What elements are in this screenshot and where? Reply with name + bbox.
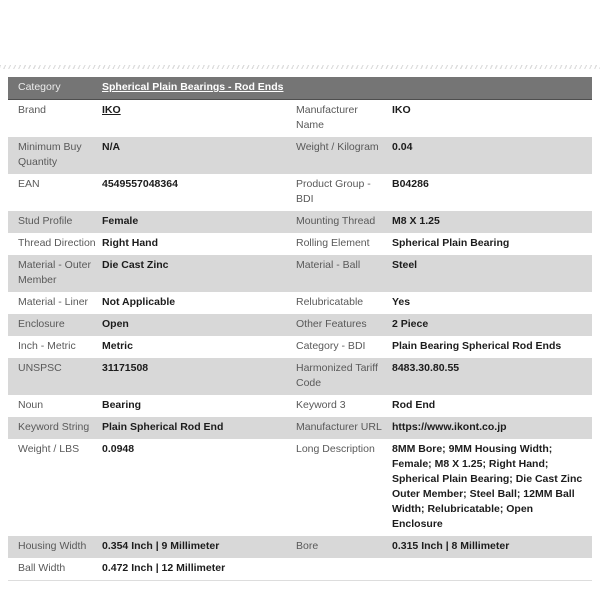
field-label: Relubricatable <box>296 296 364 308</box>
header-value <box>102 77 592 99</box>
field-label: Inch - Metric <box>18 340 76 352</box>
table-row <box>8 558 592 580</box>
field-value: 8MM Bore; 9MM Housing Width; Female; M8 X 1.25; Right Hand; Spherical Plain Bearing; Die Cast Zinc Outer Member; Steel Ball; 12MM Ball Width; Relubricatable; Open Enclosure <box>392 443 583 530</box>
field-value <box>102 100 296 122</box>
field-label: Manufacturer Name <box>296 104 358 131</box>
field-value: https://www.ikont.co.jp <box>392 421 507 433</box>
field-label: Bore <box>296 540 319 552</box>
field-label: Material - Liner <box>18 296 89 308</box>
field-label: EAN <box>18 178 40 190</box>
field-value: N/A <box>102 141 121 153</box>
table-row <box>8 292 592 314</box>
field-label: Ball Width <box>18 562 66 574</box>
spec-table-header <box>8 77 592 100</box>
table-row <box>8 211 592 233</box>
field-label: Harmonized Tariff Code <box>296 362 378 389</box>
field-value: B04286 <box>392 178 429 190</box>
field-label: Keyword String <box>18 421 90 433</box>
table-row <box>8 137 592 174</box>
field-label: Thread Direction <box>18 237 96 249</box>
field-value: Yes <box>392 296 411 308</box>
field-label: Material - Outer Member <box>18 259 91 286</box>
table-row <box>8 439 592 536</box>
field-label <box>296 558 392 565</box>
header-label: Category <box>18 81 61 93</box>
field-value: 0.04 <box>392 141 413 153</box>
brand-link[interactable]: IKO <box>102 104 121 116</box>
field-value: 0.0948 <box>102 443 135 455</box>
field-label: Other Features <box>296 318 367 330</box>
field-value: Rod End <box>392 399 436 411</box>
field-label: Noun <box>18 399 44 411</box>
field-label: Long Description <box>296 443 375 455</box>
field-value: 0.472 Inch | 12 Millimeter <box>102 562 226 574</box>
perforation-divider <box>0 65 600 69</box>
table-row <box>8 358 592 395</box>
field-value: 0.315 Inch | 8 Millimeter <box>392 540 510 552</box>
table-row <box>8 174 592 211</box>
field-value: M8 X 1.25 <box>392 215 440 227</box>
field-value: 31171508 <box>102 362 149 374</box>
field-value: 8483.30.80.55 <box>392 362 460 374</box>
spec-table <box>8 77 592 581</box>
field-value: IKO <box>392 104 411 116</box>
field-value: Steel <box>392 259 418 271</box>
table-row <box>8 100 592 137</box>
field-value: Plain Bearing Spherical Rod Ends <box>392 340 562 352</box>
field-value: 4549557048364 <box>102 178 178 190</box>
field-label: Weight / LBS <box>18 443 80 455</box>
field-label: Rolling Element <box>296 237 370 249</box>
field-value: Right Hand <box>102 237 158 249</box>
table-row <box>8 536 592 558</box>
field-label: UNSPSC <box>18 362 62 374</box>
field-value: 2 Piece <box>392 318 429 330</box>
field-value: Open <box>102 318 129 330</box>
field-label: Brand <box>18 104 47 116</box>
field-label: Weight / Kilogram <box>296 141 379 153</box>
field-label: Category - BDI <box>296 340 366 352</box>
field-label: Material - Ball <box>296 259 361 271</box>
field-value: Metric <box>102 340 133 352</box>
table-row <box>8 255 592 292</box>
field-value: 0.354 Inch | 9 Millimeter <box>102 540 220 552</box>
field-label: Product Group - BDI <box>296 178 371 205</box>
field-value: Plain Spherical Rod End <box>102 421 224 433</box>
table-row <box>8 395 592 417</box>
field-label: Housing Width <box>18 540 87 552</box>
table-row <box>8 417 592 439</box>
category-link[interactable]: Spherical Plain Bearings - Rod Ends <box>102 81 284 93</box>
field-value: Bearing <box>102 399 142 411</box>
field-value <box>392 558 592 565</box>
table-row <box>8 314 592 336</box>
field-label: Stud Profile <box>18 215 73 227</box>
field-value: Spherical Plain Bearing <box>392 237 510 249</box>
field-value: Not Applicable <box>102 296 176 308</box>
spec-table-body <box>8 100 592 581</box>
table-row <box>8 336 592 358</box>
field-value: Female <box>102 215 139 227</box>
field-value: Die Cast Zinc <box>102 259 169 271</box>
field-label: Minimum Buy Quantity <box>18 141 82 168</box>
field-label: Manufacturer URL <box>296 421 382 433</box>
field-label: Mounting Thread <box>296 215 376 227</box>
table-row <box>8 233 592 255</box>
field-label: Enclosure <box>18 318 65 330</box>
field-label: Keyword 3 <box>296 399 346 411</box>
